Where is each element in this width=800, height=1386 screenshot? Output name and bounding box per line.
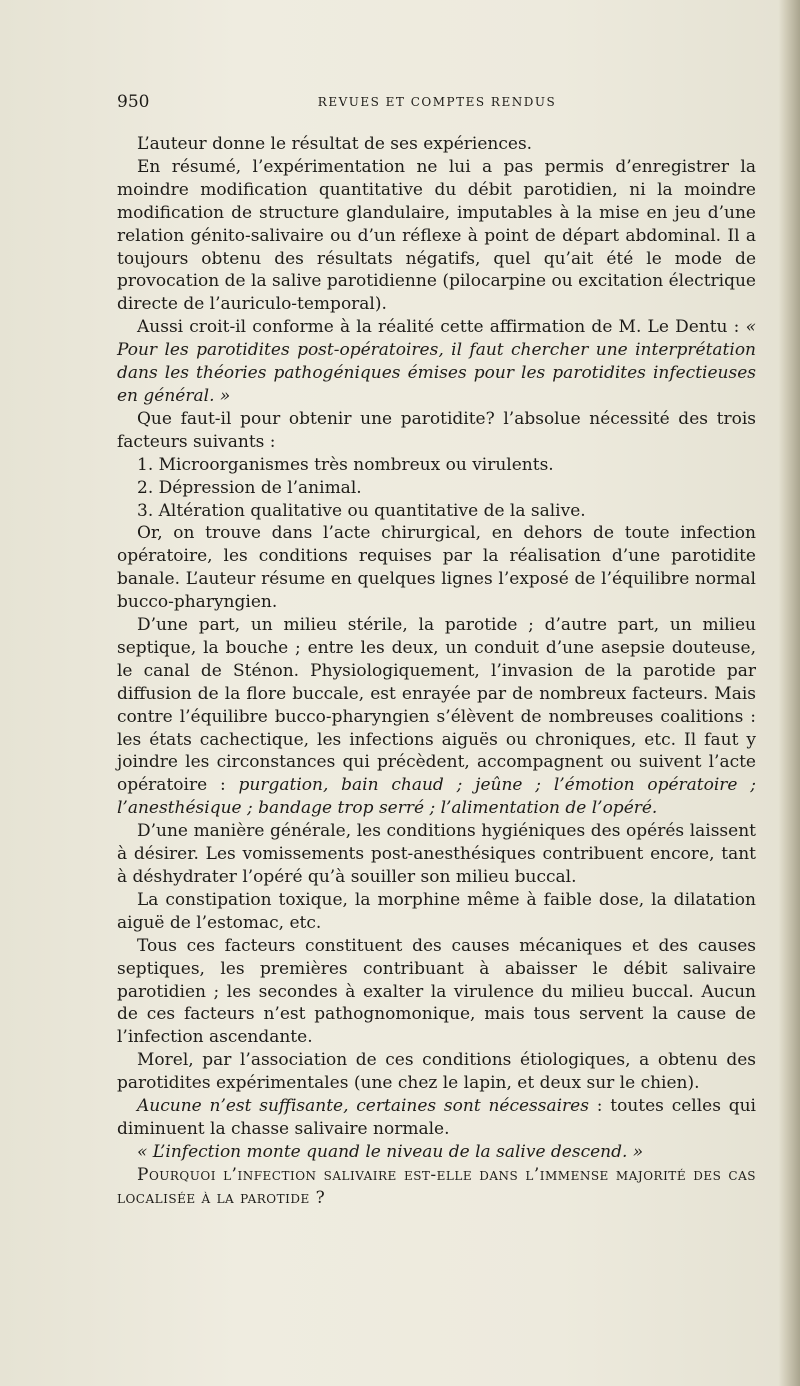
section-question: Pourquoi l’infection salivaire est-elle dans l’immense majorité des cas localisée à la parotide ?: [117, 1164, 756, 1208]
paragraph-6-italic: purgation, bain chaud ; jeûne ; l’émotion opératoire ; l’anesthésique ; bandage trop serré ; l’alimentation de l’opéré.: [117, 775, 757, 819]
list-item-3: 3. Altération qualitative ou quantitative de la salive.: [137, 500, 586, 521]
paragraph-10: Morel, par l’association de ces conditions étiologiques, a obtenu des parotidites expérimentales (une chez le lapin, et deux sur le chien).: [117, 1050, 756, 1094]
paragraph-3: [117, 316, 756, 408]
paragraph-8: La constipation toxique, la morphine même à faible dose, la dilatation aiguë de l’estomac, etc.: [117, 889, 756, 933]
paragraph-11-rest: : toutes celles qui diminuent la chasse salivaire normale.: [117, 1096, 756, 1139]
article-text: [117, 133, 756, 1210]
paragraph-11: [117, 1095, 756, 1141]
paragraph-7: D’une manière générale, les conditions hygiéniques des opérés laissent à désirer. Les vomissements post-anesthésiques contribuent encore, tant à déshydrater l’opéré qu’à souiller son milieu buccal.: [117, 821, 756, 887]
paragraph-1: L’auteur donne le résultat de ses expériences.: [137, 134, 533, 154]
paragraph-3-lead: Aussi croit-il conforme à la réalité cette affirmation de M. Le Dentu :: [137, 317, 740, 338]
paragraph-4: Que faut-il pour obtenir une parotidite? l’absolue nécessité des trois facteurs suivants :: [117, 408, 756, 452]
list-item-1: 1. Microorganismes très nombreux ou virulents.: [137, 454, 554, 475]
page-number: 950: [117, 92, 150, 112]
paragraph-6: [117, 614, 756, 820]
list-item-2: 2. Dépression de l’animal.: [137, 477, 362, 498]
paragraph-5: Or, on trouve dans l’acte chirurgical, en dehors de toute infection opératoire, les conditions requises par la réalisation d’une parotidite banale. L’auteur résume en quelques lignes l’exposé de l’équilibre normal bucco-pharyngien.: [117, 523, 756, 613]
page-header: [117, 92, 757, 118]
paragraph-6-text: D’une part, un milieu stérile, la parotide ; d’autre part, un milieu septique, la bouche ; entre les deux, un conduit d’une asepsie douteuse, le canal de Sténon. Physiologiquement, l’invasion de la parotide par diffusion de la flore buccale, est enrayée par de nombreux facteurs. Mais contre l’équilibre bucco-pharyngien s’élèvent de nombreuses coalitions : les états cachectique, les infections aiguës ou chroniques, etc. Il faut y joindre les circonstances qui précèdent, accompagnent ou suivent l’acte opératoire :: [117, 615, 756, 796]
paragraph-3-quote: « Pour les parotidites post-opératoires, il faut chercher une interprétation dans les théories pathogéniques émises pour les parotidites infectieuses en général. »: [117, 317, 756, 406]
paragraph-9: Tous ces facteurs constituent des causes mécaniques et des causes septiques, les premières contribuant à abaisser le débit salivaire parotidien ; les secondes à exalter la virulence du milieu buccal. Aucun de ces facteurs n’est pathognomonique, mais tous servent la cause de l’infection ascendante.: [117, 935, 756, 1048]
paragraph-11-italic: Aucune n’est suffisante, certaines sont nécessaires: [137, 1096, 589, 1117]
page-spine-shadow: [778, 0, 800, 1386]
paragraph-12-quote: « L’infection monte quand le niveau de la salive descend. »: [137, 1141, 644, 1162]
running-title: REVUES ET COMPTES RENDUS: [317, 95, 557, 109]
paragraph-2: En résumé, l’expérimentation ne lui a pas permis d’enregistrer la moindre modification quantitative du débit parotidien, ni la moindre modification de structure glandulaire, imputables à la mise en jeu d’une relation génito-salivaire ou d’un réflexe à point de départ abdominal. Il a toujours obtenu des résultats négatifs, quel qu’ait été le mode de provocation de la salive parotidienne (pilocarpine ou excitation électrique directe de l’auriculo-temporal).: [117, 156, 756, 315]
